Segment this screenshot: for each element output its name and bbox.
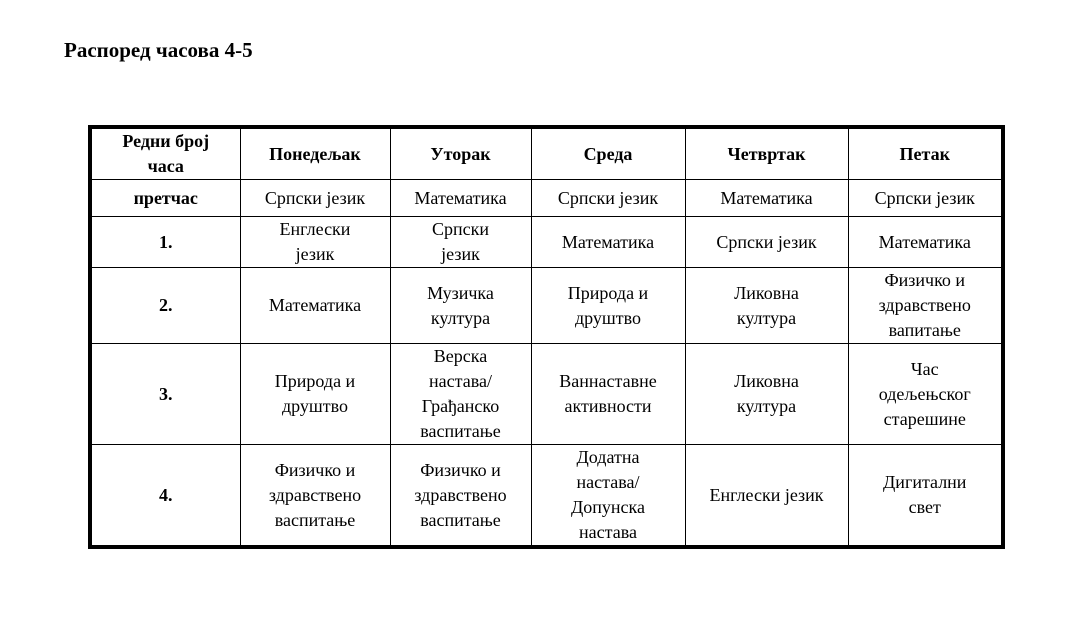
lesson-number: 2. xyxy=(90,268,240,344)
table-row xyxy=(90,445,1003,548)
cell-wednesday: Природа и друштво xyxy=(531,268,685,344)
header-tuesday: Уторак xyxy=(390,127,531,180)
cell-monday: Природа и друштво xyxy=(240,344,390,445)
cell-monday: Српски језик xyxy=(240,180,390,217)
table-row xyxy=(90,344,1003,445)
cell-friday: Физичко и здравствено вапитање xyxy=(848,268,1003,344)
page-title: Распоред часова 4-5 xyxy=(64,38,253,62)
cell-wednesday: Додатна настава/ Допунска настава xyxy=(531,445,685,548)
schedule-table xyxy=(88,125,1005,549)
cell-wednesday: Математика xyxy=(531,217,685,268)
cell-tuesday: Музичка култура xyxy=(390,268,531,344)
cell-monday: Физичко и здравствено васпитање xyxy=(240,445,390,548)
cell-tuesday: Математика xyxy=(390,180,531,217)
cell-thursday: Енглески језик xyxy=(685,445,848,548)
cell-thursday: Математика xyxy=(685,180,848,217)
table-row xyxy=(90,217,1003,268)
cell-friday: Час одељењског старешине xyxy=(848,344,1003,445)
cell-monday: Математика xyxy=(240,268,390,344)
header-monday: Понедељак xyxy=(240,127,390,180)
cell-thursday: Српски језик xyxy=(685,217,848,268)
lesson-number: претчас xyxy=(90,180,240,217)
cell-thursday: Ликовна култура xyxy=(685,268,848,344)
cell-tuesday: Верска настава/ Грађанско васпитање xyxy=(390,344,531,445)
header-lesson-number: Редни број часа xyxy=(90,127,240,180)
lesson-number: 4. xyxy=(90,445,240,548)
cell-tuesday: Физичко и здравствено васпитање xyxy=(390,445,531,548)
cell-tuesday: Српски језик xyxy=(390,217,531,268)
header-thursday: Четвртак xyxy=(685,127,848,180)
header-wednesday: Среда xyxy=(531,127,685,180)
table-row xyxy=(90,180,1003,217)
cell-wednesday: Српски језик xyxy=(531,180,685,217)
cell-friday: Дигитални свет xyxy=(848,445,1003,548)
table-header-row xyxy=(90,127,1003,180)
cell-thursday: Ликовна култура xyxy=(685,344,848,445)
lesson-number: 3. xyxy=(90,344,240,445)
header-friday: Петак xyxy=(848,127,1003,180)
table-row xyxy=(90,268,1003,344)
cell-wednesday: Ваннаставне активности xyxy=(531,344,685,445)
cell-friday: Српски језик xyxy=(848,180,1003,217)
cell-monday: Енглески језик xyxy=(240,217,390,268)
cell-friday: Математика xyxy=(848,217,1003,268)
lesson-number: 1. xyxy=(90,217,240,268)
